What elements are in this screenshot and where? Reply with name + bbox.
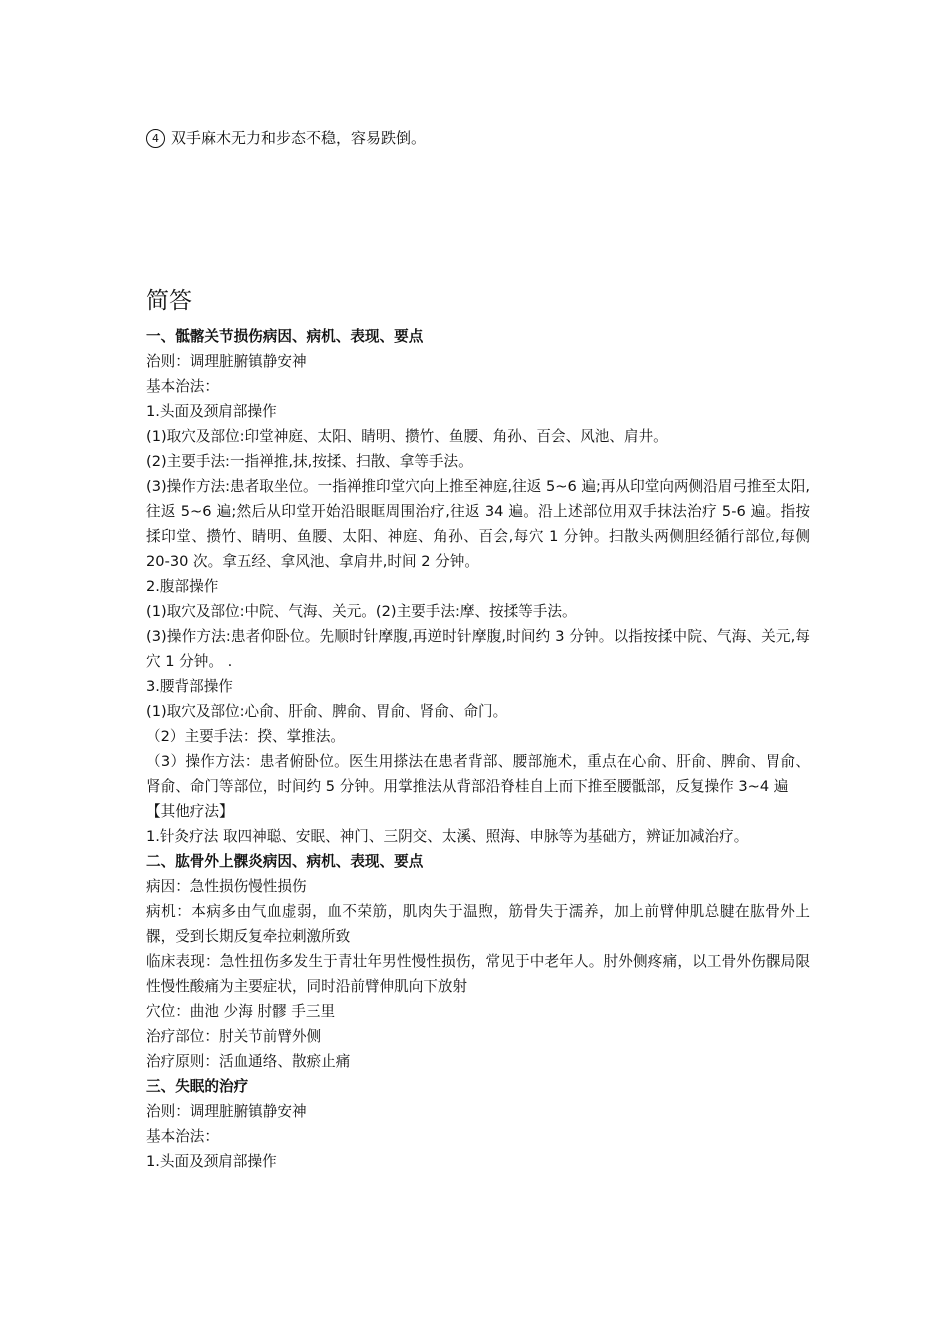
paragraph: 治则：调理脏腑镇静安神	[146, 353, 307, 370]
paragraph: 2.腹部操作	[146, 578, 219, 595]
paragraph: 基本治法：	[146, 378, 219, 395]
paragraph: 临床表现：急性扭伤多发生于青壮年男性慢性损伤，常见于中老年人。肘外侧疼痛，以工骨外伤髁局限性慢性酸痛为主要症状，同时沿前臂伸肌向下放射	[146, 953, 810, 995]
paragraph: 穴位：曲池 少海 肘髎 手三里	[146, 1003, 336, 1020]
section-subheading: 二、肱骨外上髁炎病因、病机、表现、要点	[146, 853, 424, 870]
paragraph: 治疗部位：肘关节前臂外侧	[146, 1028, 322, 1045]
paragraph: (1)取穴及部位:中院、气海、关元。(2)主要手法:摩、按揉等手法。	[146, 603, 577, 620]
paragraph: (3)操作方法:患者取坐位。一指禅推印堂穴向上推至神庭,往返 5~6 遍;再从印堂向两侧沿眉弓推至太阳,往返 5~6 遍;然后从印堂开始沿眼眶周围治疗,往返 34 遍。沿上述部位用双手抹法治疗 5-6 遍。指按揉印堂、攒竹、睛明、鱼腰、太阳、神庭、角孙、百会,每穴 1 分钟。扫散头两侧胆经循行部位,每侧 20-30 次。拿五经、拿风池、拿肩井,时间 2 分钟。	[146, 478, 810, 570]
list-item-text: 双手麻木无力和步态不稳，容易跌倒。	[171, 129, 427, 147]
paragraph: 【其他疗法】	[146, 803, 234, 820]
paragraph: 1.头面及颈肩部操作	[146, 1153, 277, 1170]
paragraph: 病机：本病多由气血虚弱，血不荣筋，肌肉失于温煦，筋骨失于濡养，加上前臂伸肌总腱在肱骨外上髁，受到长期反复牵拉刺激所致	[146, 903, 810, 945]
section-subheading: 三、失眠的治疗	[146, 1078, 249, 1095]
paragraph: (1)取穴及部位:印堂神庭、太阳、睛明、攒竹、鱼腰、角孙、百会、风池、肩井。	[146, 428, 668, 445]
paragraph: 基本治法：	[146, 1128, 219, 1145]
circled-number: 4	[146, 129, 165, 148]
paragraph: （3）操作方法：患者俯卧位。医生用搽法在患者背部、腰部施术，重点在心俞、肝俞、脾俞、胃俞、肾俞、命门等部位，时间约 5 分钟。用掌推法从背部沿脊桂自上而下推至腰骶部，反复操作 3~4 遍	[146, 753, 810, 795]
paragraph: (2)主要手法:一指禅推,抹,按揉、扫散、拿等手法。	[146, 453, 473, 470]
paragraph: （2）主要手法：揆、掌推法。	[146, 728, 346, 745]
paragraph: (3)操作方法:患者仰卧位。先顺时针摩腹,再逆时针摩腹,时间约 3 分钟。以指按揉中院、气海、关元,每穴 1 分钟。 .	[146, 628, 810, 670]
list-item-4	[146, 126, 426, 150]
paragraph: 治则：调理脏腑镇静安神	[146, 1103, 307, 1120]
document-body	[146, 324, 810, 1174]
paragraph: 病因：急性损伤慢性损伤	[146, 878, 307, 895]
paragraph: 治疗原则：活血通络、散瘀止痛	[146, 1053, 351, 1070]
section-subheading: 一、骶髂关节损伤病因、病机、表现、要点	[146, 328, 424, 345]
section-heading: 简答	[146, 288, 192, 314]
paragraph: (1)取穴及部位:心俞、肝俞、脾俞、胃俞、肾俞、命门。	[146, 703, 508, 720]
paragraph: 1.头面及颈肩部操作	[146, 403, 277, 420]
paragraph: 3.腰背部操作	[146, 678, 233, 695]
paragraph: 1.针灸疗法 取四神聪、安眠、神门、三阴交、太溪、照海、申脉等为基础方，辨证加减治疗。	[146, 828, 749, 845]
